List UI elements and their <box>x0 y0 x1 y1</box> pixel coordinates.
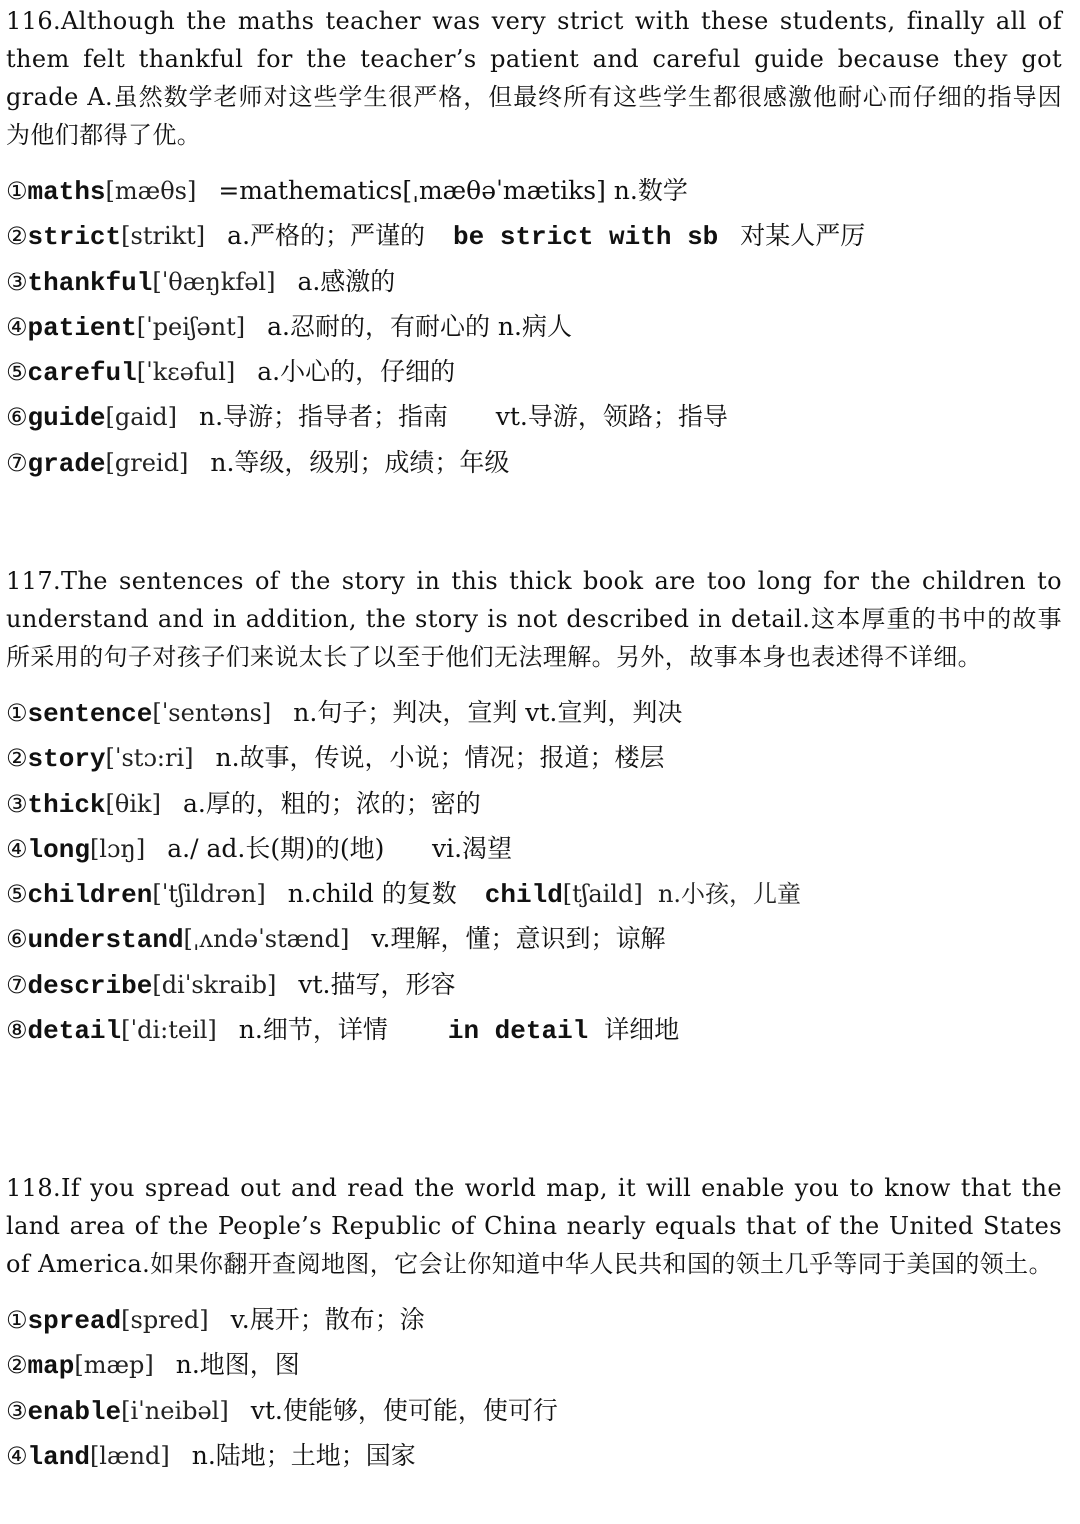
phonetic: [iˈneibəl] <box>121 1396 229 1425</box>
definition: n.句子；判决，宣判 vt.宣判，判决 <box>293 698 683 727</box>
item-number: ⑦ <box>6 448 28 477</box>
vocab-item <box>6 1342 1062 1387</box>
vocab-item <box>6 1007 1062 1052</box>
phonetic: [ˈstɔ:ri] <box>105 744 194 773</box>
vocab-item <box>6 962 1062 1007</box>
vocab-item <box>6 259 1062 304</box>
phonetic: [ˈdi:teil] <box>121 1016 217 1045</box>
vocab-word: spread <box>27 1306 122 1336</box>
item-number: ⑦ <box>6 970 28 999</box>
definition: n.地图，图 <box>175 1350 300 1380</box>
definition: a./ ad.长(期)的(地) vi.渴望 <box>167 833 513 863</box>
vocab-word: careful <box>27 358 137 389</box>
phonetic: [ˈpeiʃənt] <box>136 312 246 341</box>
example-sentence: 117.The sentences of the story in this thick book are too long for the children to understand and in addition, the story is not described in detail.这本厚重的书中的故事所采用的句子对孩子们来说太长了以至于他们无法理解。另外，故事本身也表述得不详细。 <box>6 567 1062 671</box>
phonetic: [ˈtʃildrən] <box>152 880 266 909</box>
phonetic: [spred] <box>121 1306 209 1334</box>
definition: n.child 的复数 <box>287 879 457 909</box>
sentence-section-118 <box>6 1169 1062 1478</box>
definition: n.故事，传说，小说；情况；报道；楼层 <box>215 743 665 773</box>
phrase-definition: 对某人严厉 <box>740 221 866 251</box>
vocab-word: strict <box>27 222 122 253</box>
vocab-word: sentence <box>27 699 153 729</box>
phonetic: [diˈskraib] <box>152 970 277 999</box>
vocab-item <box>6 394 1062 439</box>
phonetic: [strikt] <box>121 222 206 251</box>
vocab-word: thankful <box>27 267 153 298</box>
item-number: ④ <box>6 834 28 863</box>
phonetic: [ˈsentəns] <box>152 699 272 727</box>
phonetic: [ˌʌndəˈstænd] <box>183 925 350 954</box>
definition: vt.使能够，使可能，使可行 <box>250 1395 558 1425</box>
vocab-item <box>6 871 1062 916</box>
item-number: ① <box>6 1306 28 1334</box>
vocab-word: enable <box>27 1396 122 1427</box>
definition: n.导游；指导者；指南 vt.导游，领路；指导 <box>198 402 728 432</box>
item-number: ③ <box>6 789 28 818</box>
vocab-word: maths <box>27 177 106 207</box>
phonetic: [θik] <box>105 789 161 818</box>
item-number: ④ <box>6 1441 28 1470</box>
definition: v.理解，懂；意识到；谅解 <box>371 924 666 954</box>
vocab-word: children <box>27 880 153 911</box>
item-number: ⑤ <box>6 880 28 909</box>
vocab-item <box>6 1388 1062 1433</box>
vocab-word: patient <box>27 312 137 343</box>
item-number: ⑧ <box>6 1016 28 1045</box>
definition: vt.描写，形容 <box>298 969 456 999</box>
example-sentence: 118.If you spread out and read the world map, it will enable you to know that the land area of the People’s Republic of China nearly equals that of the United States of America.如果你翻开查阅地图，它会让你知道中华人民共和国的领土几乎等同于美国的领土。 <box>6 1174 1062 1278</box>
vocab-word: map <box>27 1351 75 1382</box>
item-number: ② <box>6 744 28 773</box>
item-number: ③ <box>6 267 28 296</box>
phrase: be strict with sb <box>453 222 719 253</box>
vocab-item <box>6 916 1062 961</box>
example-sentence: 116.Although the maths teacher was very strict with these students, finally all of them felt thankful for the teacher’s patient and careful guide because they got grade A.虽然数学老师对这些学生很严格，但最终所有这些学生都很感激他耐心而仔细的指导因为他们都得了优。 <box>6 7 1062 149</box>
vocab-word: thick <box>27 789 106 820</box>
vocab-item <box>6 213 1062 258</box>
definition: a.小心的，仔细的 <box>257 357 456 387</box>
definition: a.感激的 <box>297 266 396 296</box>
vocab-item <box>6 781 1062 826</box>
item-number: ⑤ <box>6 358 28 387</box>
phonetic: [ˈθæŋkfəl] <box>152 267 276 296</box>
item-number: ⑥ <box>6 925 28 954</box>
vocab-word: long <box>27 834 90 865</box>
vocab-item <box>6 1433 1062 1478</box>
item-number: ① <box>6 177 28 205</box>
phonetic: [greid] <box>105 448 189 477</box>
sentence-section-117 <box>6 562 1062 1052</box>
phonetic: [ˈkɛəful] <box>136 358 236 387</box>
phrase-definition: 详细地 <box>604 1015 680 1045</box>
phonetic: [gaid] <box>105 403 177 432</box>
definition: n.等级，级别；成绩；年级 <box>210 447 510 477</box>
definition: a.厚的，粗的；浓的；密的 <box>182 788 481 818</box>
vocab-word: guide <box>27 403 106 434</box>
vocab-item <box>6 168 1062 213</box>
vocab-item <box>6 440 1062 485</box>
phonetic: [lɔŋ] <box>89 834 146 863</box>
item-number: ④ <box>6 312 28 341</box>
vocab-word: detail <box>27 1016 122 1047</box>
vocab-word: grade <box>27 448 106 479</box>
vocab-word: understand <box>27 925 184 956</box>
definition: v.展开；散布；涂 <box>230 1305 425 1334</box>
item-number: ② <box>6 222 28 251</box>
vocab-list <box>6 168 1062 485</box>
definition: =mathematics[ˌmæθəˈmætiks] n.数学 <box>218 176 688 205</box>
related-word-definition: [tʃaild] n.小孩，儿童 <box>562 880 802 909</box>
related-word: child <box>484 880 563 911</box>
definition: a.严格的；严谨的 <box>227 221 426 251</box>
vocab-item <box>6 826 1062 871</box>
item-number: ⑥ <box>6 403 28 432</box>
item-number: ② <box>6 1351 28 1380</box>
definition: n.细节，详情 <box>238 1015 388 1045</box>
sentence-section-116 <box>6 2 1062 485</box>
definition: n.陆地；土地；国家 <box>191 1440 416 1470</box>
phonetic: [lænd] <box>89 1441 170 1470</box>
item-number: ③ <box>6 1396 28 1425</box>
vocab-item <box>6 735 1062 780</box>
vocab-item <box>6 1297 1062 1342</box>
vocab-item <box>6 690 1062 735</box>
vocab-word: land <box>27 1441 90 1472</box>
vocab-list <box>6 1297 1062 1478</box>
vocab-word: describe <box>27 970 153 1001</box>
item-number: ① <box>6 699 28 727</box>
definition: a.忍耐的，有耐心的 n.病人 <box>267 311 572 341</box>
phonetic: [mæθs] <box>105 177 197 205</box>
vocab-item <box>6 304 1062 349</box>
vocab-item <box>6 349 1062 394</box>
phonetic: [mæp] <box>74 1351 154 1380</box>
vocab-list <box>6 690 1062 1052</box>
vocab-word: story <box>27 744 106 775</box>
phrase: in detail <box>447 1016 589 1047</box>
